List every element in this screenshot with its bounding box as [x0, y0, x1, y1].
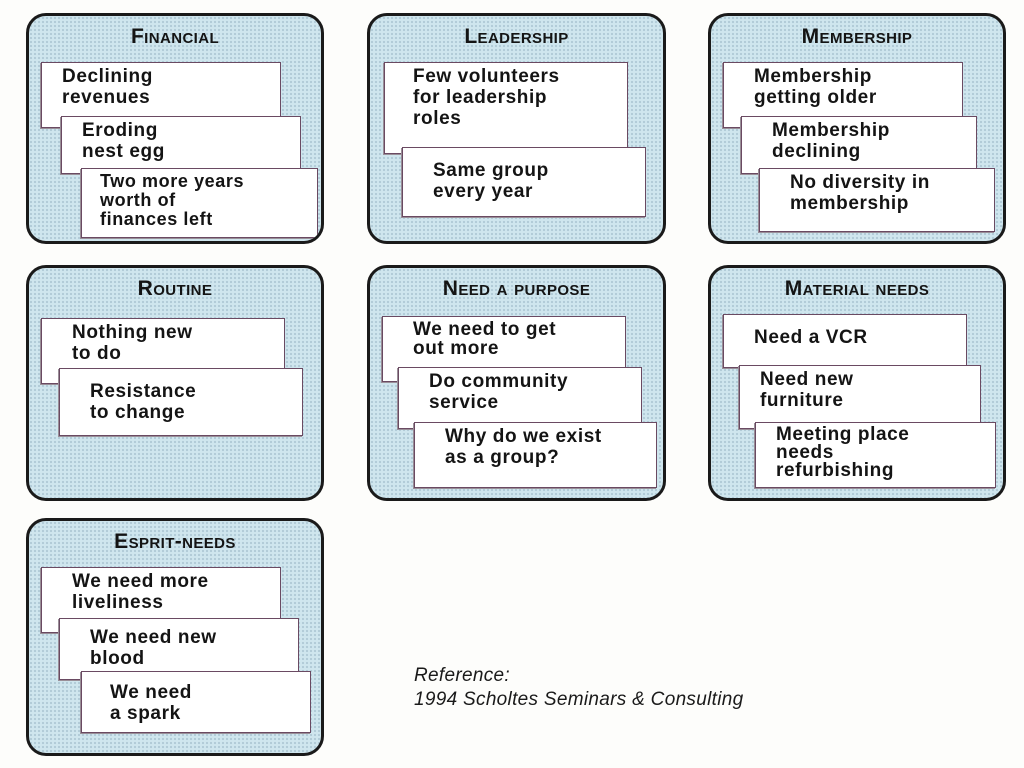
card-membership-declining: Membership declining: [741, 116, 977, 174]
reference-label: Reference:: [414, 665, 510, 686]
card-a-spark: We need a spark: [81, 671, 311, 733]
panel-financial: [26, 13, 324, 244]
panel-title-esprit-needs: Esprit-needs: [114, 530, 236, 553]
card-declining-revenues: Declining revenues: [41, 62, 281, 128]
panel-title-need-a-purpose: Need a purpose: [442, 277, 591, 300]
card-two-more-years: Two more years worth of finances left: [81, 168, 318, 238]
panel-leadership: [367, 13, 666, 244]
card-eroding-nest-egg: Eroding nest egg: [61, 116, 301, 174]
card-new-blood: We need new blood: [59, 618, 299, 680]
panel-need-a-purpose: [367, 265, 666, 501]
reference-note: [414, 664, 743, 712]
card-new-furniture: Need new furniture: [739, 365, 981, 429]
panel-esprit-needs: [26, 518, 324, 756]
panel-title-financial: Financial: [130, 25, 220, 48]
card-few-volunteers: Few volunteers for leadership roles: [384, 62, 628, 154]
card-more-liveliness: We need more liveliness: [41, 567, 281, 633]
panel-membership: [708, 13, 1006, 244]
card-community-service: Do community service: [398, 367, 642, 429]
reference-source: 1994 Scholtes Seminars & Consulting: [414, 689, 744, 710]
card-membership-older: Membership getting older: [723, 62, 963, 128]
card-meeting-place: Meeting place needs refurbishing: [755, 422, 996, 488]
panel-material-needs: [708, 265, 1006, 501]
card-why-exist: Why do we exist as a group?: [414, 422, 657, 488]
card-same-group: Same group every year: [402, 147, 646, 217]
panel-title-membership: Membership: [801, 25, 913, 48]
panel-title-routine: Routine: [137, 277, 213, 300]
panel-title-leadership: Leadership: [464, 25, 569, 48]
card-get-out-more: We need to get out more: [382, 316, 626, 382]
card-need-vcr: Need a VCR: [723, 314, 967, 368]
card-resistance-to-change: Resistance to change: [59, 368, 303, 436]
card-nothing-new: Nothing new to do: [41, 318, 285, 384]
card-no-diversity: No diversity in membership: [759, 168, 995, 232]
panel-title-material-needs: Material needs: [784, 277, 930, 300]
panel-routine: [26, 265, 324, 501]
